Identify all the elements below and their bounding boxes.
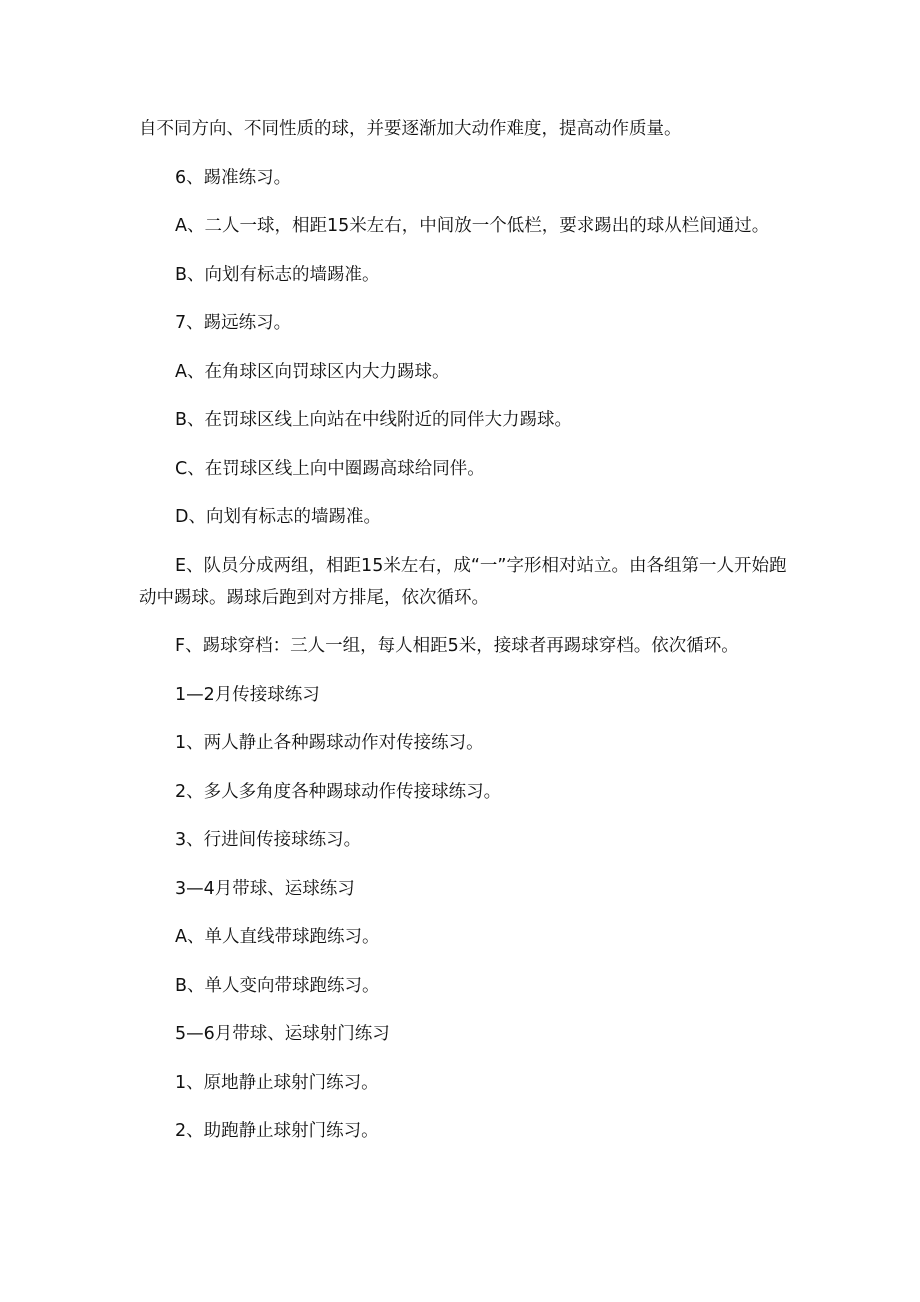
paragraph-dribble-a: A、单人直线带球跑练习。 (175, 927, 380, 947)
paragraph-kick-accuracy-a: A、二人一球，相距15米左右，中间放一个低栏，要求踢出的球从栏间通过。 (175, 216, 770, 236)
paragraph-kick-distance-a: A、在角球区向罚球区内大力踢球。 (175, 361, 450, 382)
paragraph-passing-2: 2、多人多角度各种踢球动作传接球练习。 (175, 781, 502, 802)
paragraph-shooting-2: 2、助跑静止球射门练习。 (175, 1121, 379, 1141)
paragraph-shooting-1: 1、原地静止球射门练习。 (175, 1072, 379, 1093)
paragraph-kick-distance-f: F、踢球穿档：三人一组，每人相距5米，接球者再踢球穿档。依次循环。 (175, 636, 739, 656)
paragraph-passing-1: 1、两人静止各种踢球动作对传接练习。 (175, 733, 484, 753)
paragraph-month-5-6-heading: 5—6月带球、运球射门练习 (175, 1024, 390, 1044)
paragraph-month-3-4-heading: 3—4月带球、运球练习 (175, 878, 355, 899)
paragraph-kick-distance-e: E、队员分成两组，相距15米左右，成“一”字形相对站立。由各组第一人开始跑动中踢球。踢球后跑到对方排尾，依次循环。 (139, 555, 787, 608)
paragraph-continuation: 自不同方向、不同性质的球，并要逐渐加大动作难度，提高动作质量。 (139, 119, 682, 139)
paragraph-kick-distance-b: B、在罚球区线上向站在中线附近的同伴大力踢球。 (175, 410, 573, 430)
document-body (139, 113, 789, 1164)
paragraph-dribble-b: B、单人变向带球跑练习。 (175, 975, 380, 996)
paragraph-kick-accuracy-b: B、向划有标志的墙踢准。 (175, 264, 380, 285)
paragraph-month-1-2-heading: 1—2月传接球练习 (175, 684, 320, 705)
paragraph-kick-distance-d: D、向划有标志的墙踢准。 (175, 507, 381, 527)
paragraph-kick-distance-heading: 7、踢远练习。 (175, 313, 292, 333)
paragraph-kick-accuracy-heading: 6、踢准练习。 (175, 167, 292, 188)
paragraph-passing-3: 3、行进间传接球练习。 (175, 830, 362, 850)
paragraph-kick-distance-c: C、在罚球区线上向中圈踢高球给同伴。 (175, 458, 485, 479)
